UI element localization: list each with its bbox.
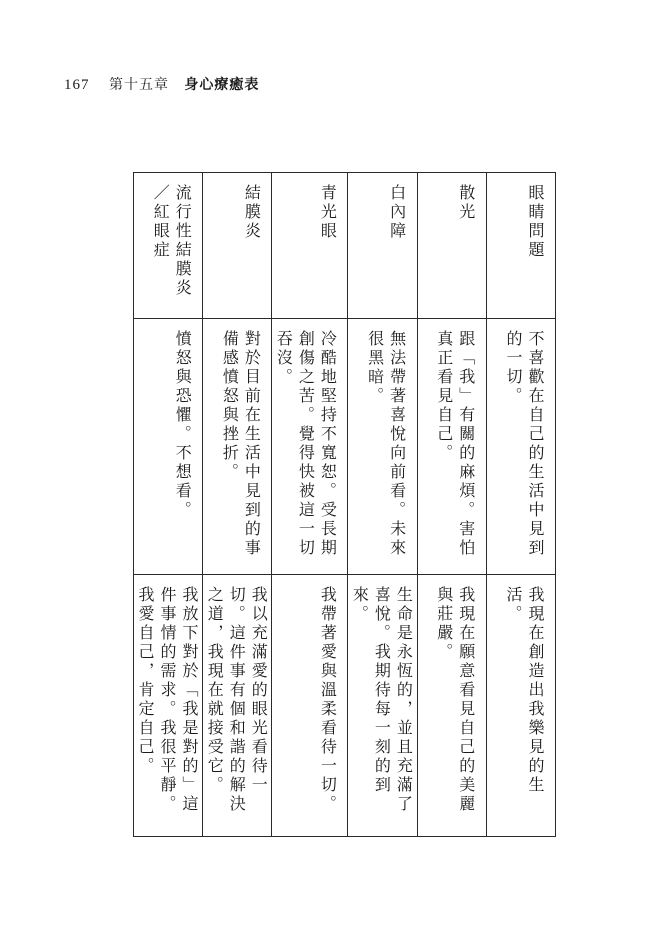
- cause-cell: [487, 319, 555, 575]
- problem-text: 結膜炎: [242, 184, 262, 241]
- cause-cell: [418, 319, 486, 575]
- pattern-text: 生命是永恆的，並且充滿了喜悅。我期待每一刻的到來。: [350, 586, 414, 814]
- table-row: [271, 173, 347, 836]
- pattern-cell: [203, 575, 271, 836]
- cause-text: 冷酷地堅持不寬恕。受長期創傷之苦。覺得快被這一切吞沒。: [274, 330, 338, 558]
- problem-text: 青光眼: [318, 184, 338, 241]
- pattern-cell: [348, 575, 416, 836]
- cause-text: 不喜歡在自己的生活中見到的一切。: [504, 330, 545, 558]
- table-row: [134, 173, 202, 836]
- pattern-cell: [272, 575, 347, 836]
- cause-text: 無法帶著喜悅向前看。未來很黑暗。: [365, 330, 407, 558]
- table-row: [417, 173, 486, 836]
- table-row: [202, 173, 271, 836]
- pattern-text: 我放下對於「我是對的」這件事情的需求。我很平靜。我愛自己，肯定自己。: [135, 586, 199, 814]
- problem-cell: [348, 173, 416, 319]
- cause-cell: [348, 319, 416, 575]
- cause-cell: [134, 319, 202, 575]
- chapter-label: 第十五章: [108, 77, 169, 93]
- table-row: [486, 173, 555, 836]
- cause-text: 對於目前在生活中見到的事備感憤怒與挫折。: [220, 330, 262, 558]
- cause-text: 跟「我」有關的麻煩。害怕真正看見自己。: [434, 330, 476, 558]
- chapter-title: 身心療癒表: [184, 77, 260, 93]
- pattern-cell: [134, 575, 202, 836]
- pattern-cell: [487, 575, 555, 836]
- problem-cell: [418, 173, 486, 319]
- problem-text: 眼睛問題: [526, 184, 545, 260]
- pattern-text: 我現在願意看見自己的美麗與莊嚴。: [434, 586, 476, 814]
- problem-cell: [487, 173, 555, 319]
- pattern-text: 我帶著愛與溫柔看待一切。: [318, 586, 338, 814]
- healing-table: [133, 172, 556, 837]
- cause-cell: [272, 319, 347, 575]
- pattern-text: 我現在創造出我樂見的生活。: [504, 586, 545, 795]
- cause-text: 憤怒與恐懼。不想看。: [173, 330, 193, 520]
- problem-text: 流行性結膜炎／紅眼症: [151, 184, 193, 298]
- problem-text: 散光: [456, 184, 476, 222]
- problem-cell: [272, 173, 347, 319]
- problem-cell: [134, 173, 202, 319]
- pattern-text: 我以充滿愛的眼光看待一切。這件事有個和諧的解決之道，我現在就接受它。: [205, 586, 269, 814]
- problem-cell: [203, 173, 271, 319]
- cause-cell: [203, 319, 271, 575]
- problem-text: 白內障: [387, 184, 407, 241]
- table-row: [347, 173, 416, 836]
- page-number: 167: [64, 77, 90, 93]
- running-header: [64, 76, 259, 94]
- pattern-cell: [418, 575, 486, 836]
